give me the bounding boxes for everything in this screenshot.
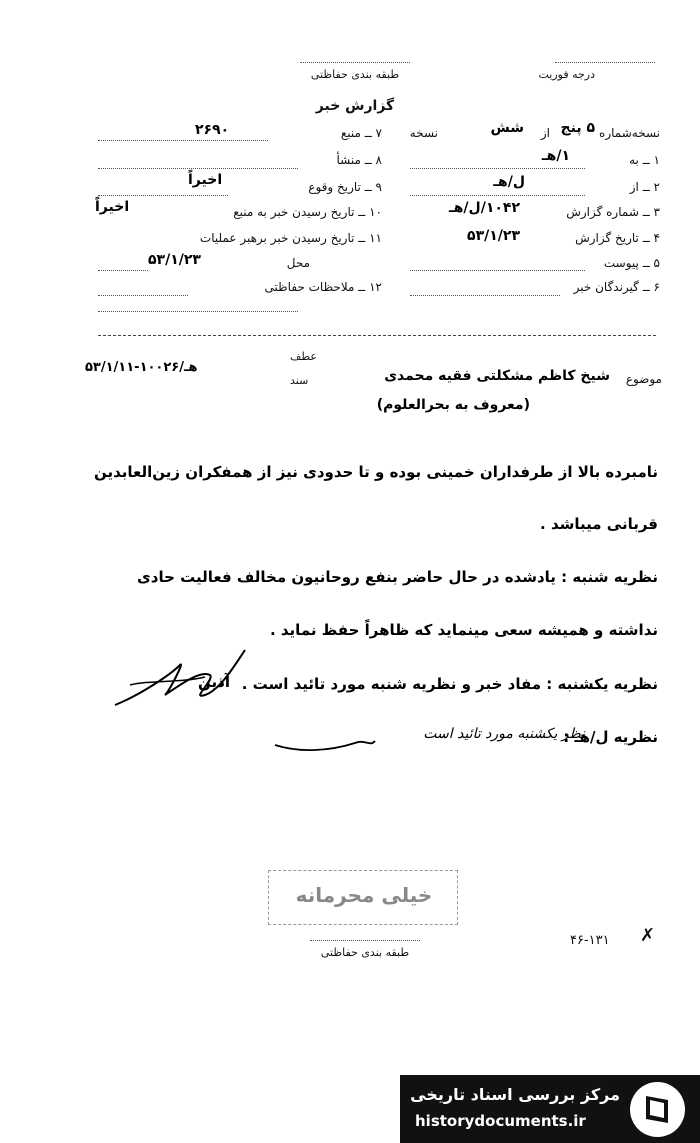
body-line-6: نظریه ل/هـ : [563, 728, 658, 746]
field-12-line [98, 295, 188, 296]
field-2-label: ۲ ــ از [629, 180, 660, 194]
blank-line-1 [98, 311, 298, 312]
field-6-line [410, 295, 560, 296]
copy-number-label: نسخه‌شماره [599, 126, 660, 140]
watermark-url: historydocuments.ir [415, 1112, 586, 1130]
of-value: شش [490, 120, 524, 136]
field-1-line [410, 168, 585, 169]
place-label: محل [286, 256, 310, 270]
body-line-1: نامبرده بالا از طرفداران خمینی بوده و تا حدودی نیز از همفکران زین‌العابدین [94, 463, 658, 481]
signature-drawing [110, 645, 250, 715]
priority-line [555, 62, 655, 63]
body-line-3: نظریه شنبه : یادشده در حال حاضر بنفع روحانیون مخالف فعالیت حادی [137, 568, 658, 586]
field-4-value: ۵۳/۱/۲۳ [467, 228, 520, 244]
field-10-label: ۱۰ ــ تاریخ رسیدن خبر به منبع [233, 205, 382, 219]
classification-label-top: طبقه بندی حفاظتی [310, 68, 400, 81]
place-value: ۵۳/۱/۲۳ [148, 252, 201, 268]
field-2-line [410, 195, 585, 196]
field-12-label: ۱۲ ــ ملاحظات حفاظتی [264, 280, 382, 294]
field-1-label: ۱ ــ به [629, 153, 660, 167]
atf-label: عطف [290, 350, 317, 363]
footer-class-line [310, 940, 420, 941]
field-8-line [98, 168, 298, 169]
field-3-value: ۱۰۴۲/ل/هـ [448, 200, 520, 216]
priority-label: درجه فوریت [538, 68, 595, 81]
classification-line-top [300, 62, 410, 63]
watermark-title: مرکز بررسی اسناد تاریخی [410, 1085, 620, 1104]
place-line [98, 270, 148, 271]
field-9-label: ۹ ــ تاریخ وقوع [308, 180, 382, 194]
field-5-line [410, 270, 585, 271]
archive-logo-icon [630, 1082, 685, 1137]
document-mark: ✗ [640, 925, 656, 946]
body-line-4: نداشته و همیشه سعی مینماید که ظاهراً حفظ نماید . [269, 621, 658, 639]
field-5-label: ۵ ــ پیوست [603, 256, 660, 270]
field-9-line [98, 195, 228, 196]
report-title: گزارش خبر [315, 98, 395, 114]
copy-number-value: ۵ پنج [560, 120, 595, 136]
subject-text: شیخ کاظم مشکلتی فقیه محمدی [384, 368, 610, 384]
classification-stamp [268, 870, 458, 925]
field-10-value: اخیراً [95, 199, 130, 215]
header-separator [98, 335, 656, 336]
reference-number: ۵۳/۱/۱۱-۱۰۰۲۶/هـ [85, 360, 198, 375]
sanad-label: سند [290, 374, 309, 387]
field-4-label: ۴ ــ تاریخ گزارش [575, 231, 660, 245]
handwriting-underline [270, 725, 380, 755]
document-number: ۴۶-۱۳۱ [570, 933, 610, 948]
field-3-label: ۳ ــ شماره گزارش [566, 205, 660, 219]
subject-label: موضوع [625, 372, 662, 386]
field-1-value: ۱/هـ [541, 148, 570, 164]
field-9-value: اخیراً [188, 172, 223, 188]
subject-alias: (معروف به بحرالعلوم) [376, 397, 530, 413]
copies-label: نسخه [409, 126, 438, 140]
field-7-line [98, 140, 268, 141]
field-7-label: ۷ ــ منبع [340, 126, 382, 140]
field-11-label: ۱۱ ــ تاریخ رسیدن خبر برهبر عملیات [199, 231, 382, 245]
body-line-6-handwriting: نظر یکشنبه مورد تائید است [423, 726, 585, 742]
footer-classification: طبقه بندی حفاظتی [320, 946, 410, 959]
stamp-text: خیلی محرمانه [295, 883, 433, 907]
field-6-label: ۶ ــ گیرندگان خبر [573, 280, 660, 294]
field-2-value: ل/هـ [493, 174, 525, 190]
field-8-label: ۸ ــ منشأ [336, 153, 382, 167]
body-line-5: نظریه یکشنبه : مفاد خبر و نظریه شنبه مورد تائید است . [241, 675, 658, 693]
body-line-2: قربانی میباشد . [540, 515, 658, 533]
field-7-value: ۲۶۹۰ [195, 122, 230, 138]
of-label: از [540, 126, 550, 140]
signer-name: آذین [198, 673, 230, 691]
